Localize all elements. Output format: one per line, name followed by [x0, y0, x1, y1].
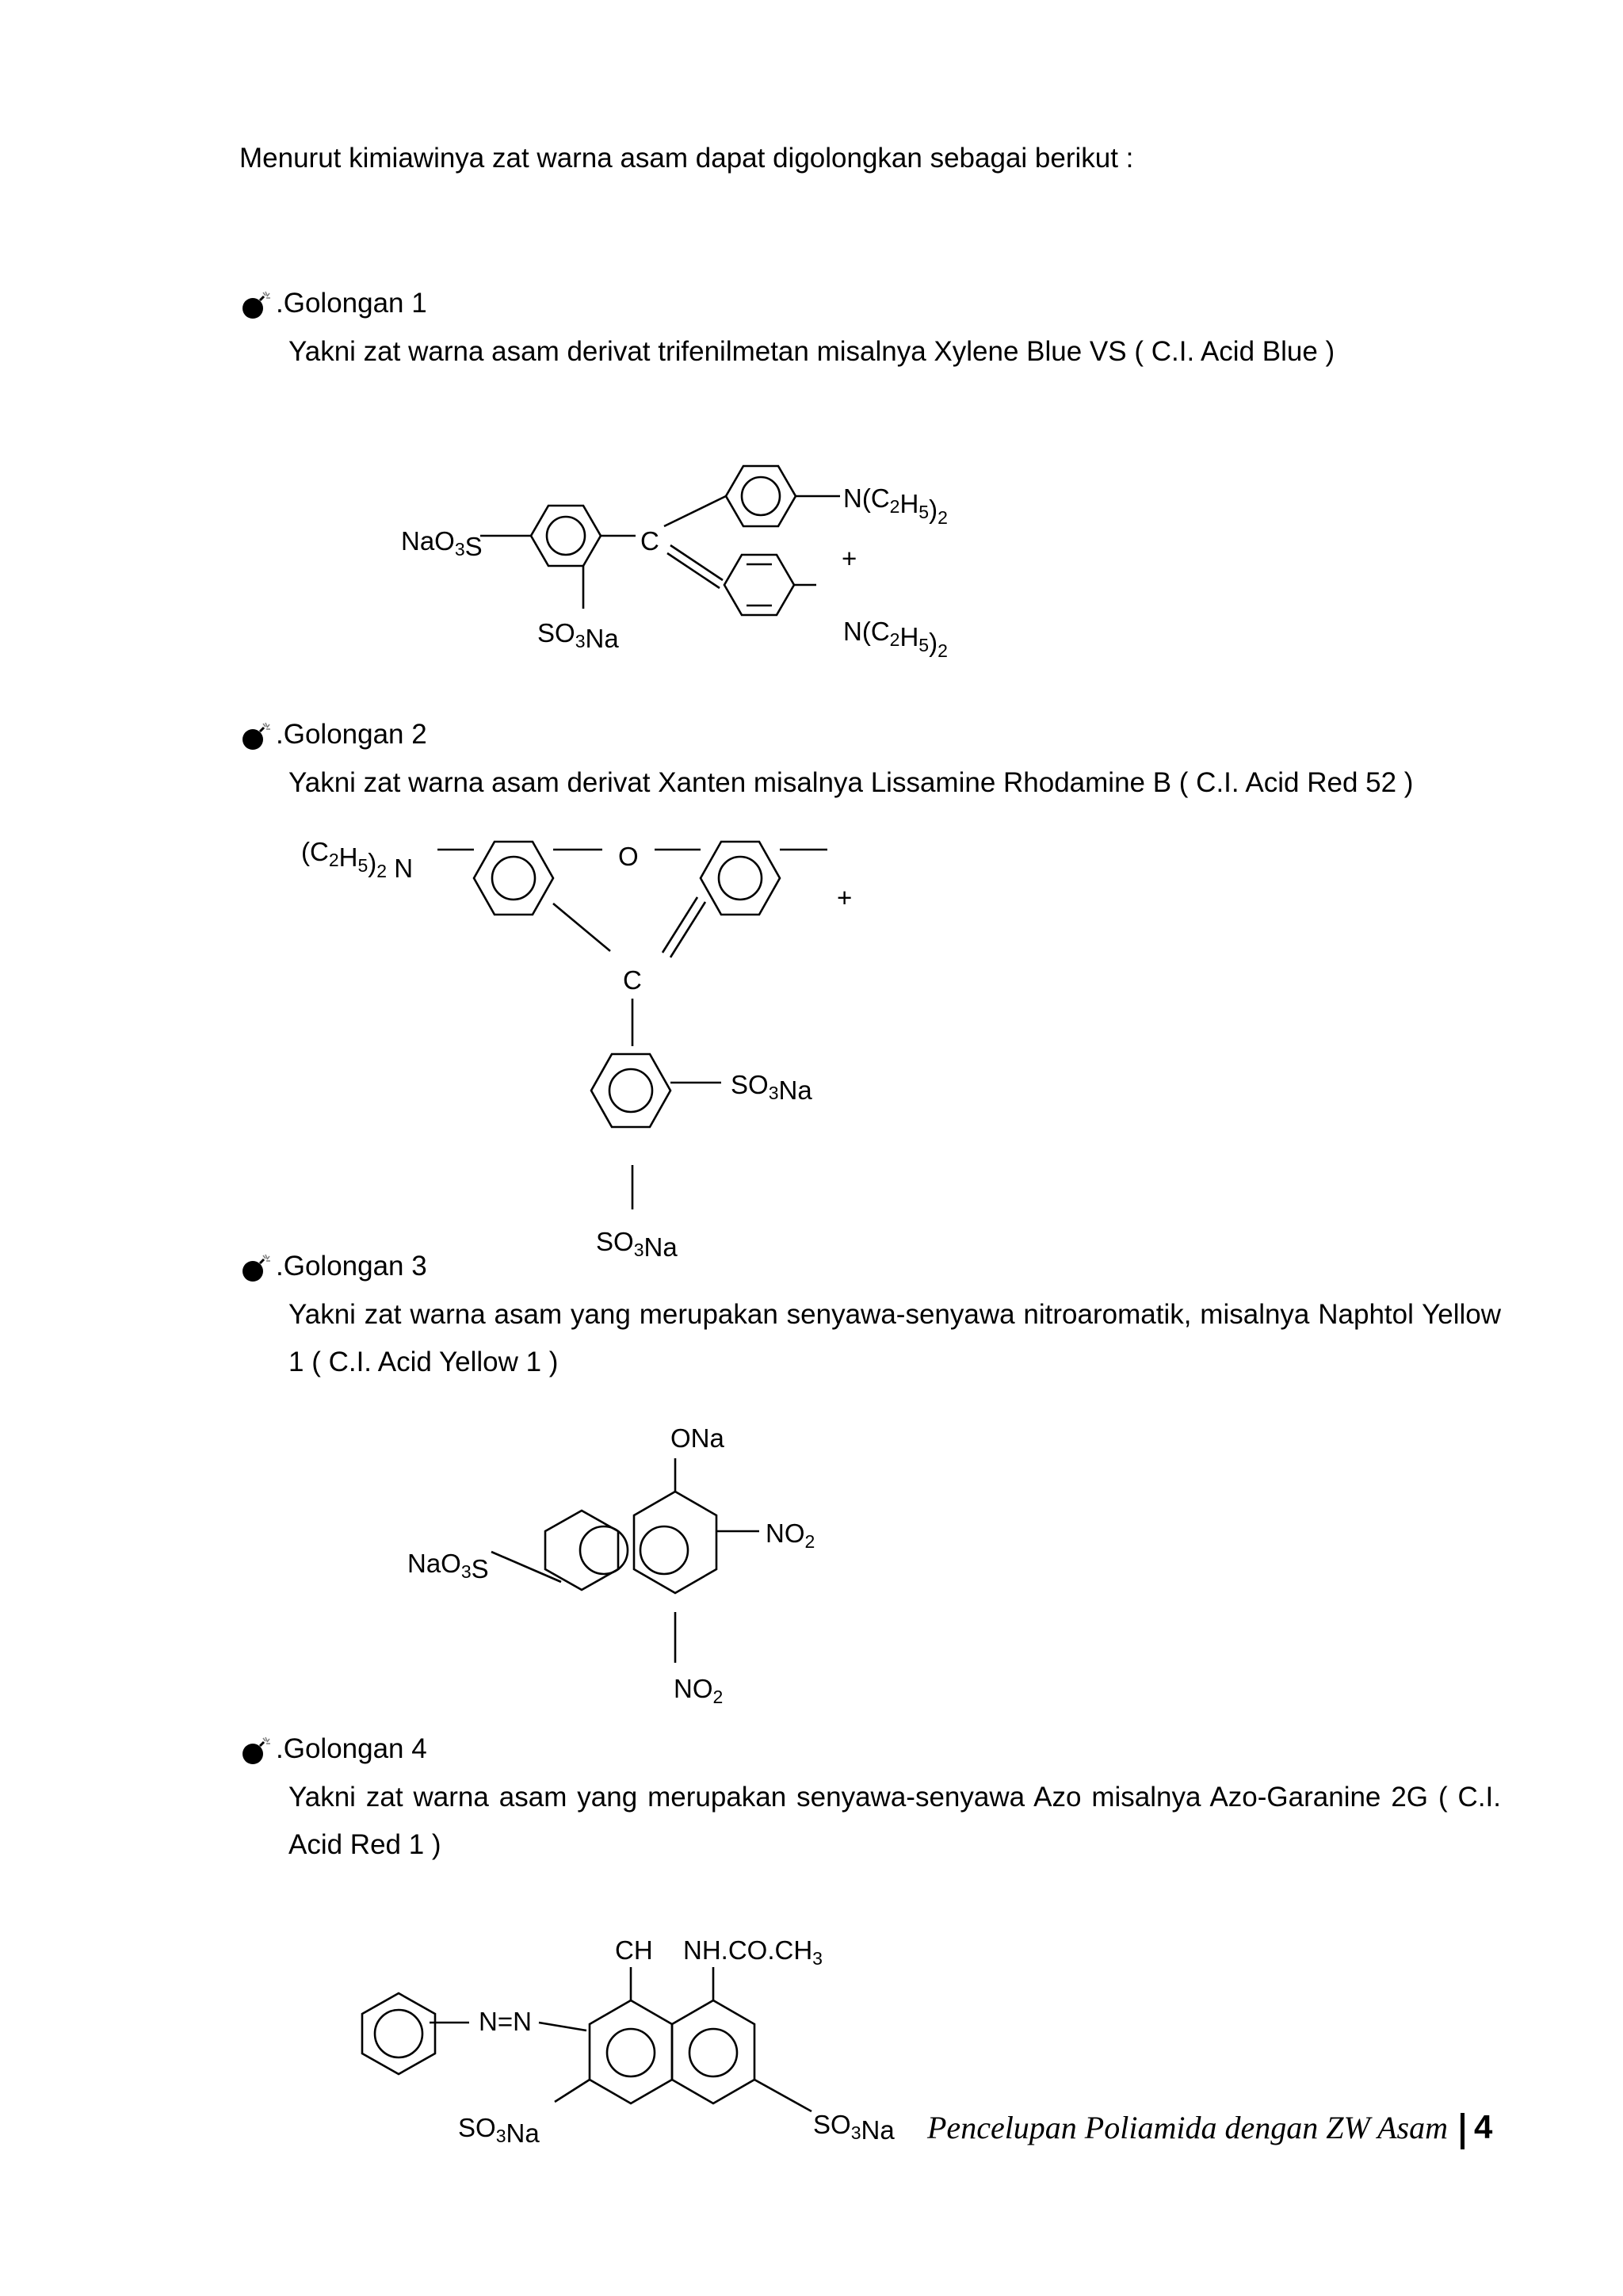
aromatic-circle-1b [742, 477, 780, 515]
benzene-ring-2b [701, 842, 780, 915]
structure-2-bonds [437, 842, 827, 1209]
benzene-ring-2c [591, 1054, 670, 1127]
aromatic-circle-2b [719, 857, 762, 900]
s4-bottom-right-substituent: $SO_3Na$ [813, 2110, 895, 2145]
s1-central-atom: C [640, 526, 659, 556]
structure-2-labels [301, 837, 852, 1262]
s2-left-substituent: $(C_2H_5)_2$ N [301, 837, 414, 883]
s2-charge: + [837, 883, 853, 912]
s4-top-right-substituent: $NH.CO.CH_3$ [683, 1935, 823, 1969]
naphthalene-ring-3b [634, 1492, 716, 1593]
benzene-ring-1b [726, 466, 796, 526]
group-1-description: Yakni zat warna asam derivat trifenilmetan misalnya Xylene Blue VS ( C.I. Acid Blue ) [288, 336, 1335, 367]
structure-1-bonds [480, 466, 840, 615]
aromatic-circle-4c [689, 2029, 737, 2076]
aromatic-circle-1a [547, 517, 585, 555]
structure-1-labels [401, 483, 948, 661]
group-3-heading-label: .Golongan 3 [276, 1251, 427, 1282]
group-3-description: Yakni zat warna asam yang merupakan senyawa-senyawa nitroaromatik, misalnya Naphtol Yellow 1 ( C.I. Acid Yellow 1 ) [288, 1299, 1501, 1377]
aromatic-circle-4b [607, 2029, 655, 2076]
group-2-description: Yakni zat warna asam derivat Xanten misalnya Lissamine Rhodamine B ( C.I. Acid Red 52 ) [288, 767, 1414, 798]
structure-3-labels [407, 1423, 815, 1707]
s3-left-substituent: NaO$_3$S [407, 1549, 489, 1584]
structure-3-bonds [491, 1458, 759, 1663]
s4-bottom-left-substituent: $SO_3Na$ [458, 2113, 540, 2148]
s3-right-substituent: $NO_2$ [766, 1519, 815, 1552]
s2-bottom-substituent: $SO_3Na$ [596, 1227, 678, 1262]
s4-azo-group: N=N [479, 2007, 532, 2036]
naphthalene-ring-3a [545, 1511, 618, 1590]
s3-bottom-substituent: $NO_2$ [674, 1674, 724, 1707]
naphthalene-ring-4c [672, 2000, 754, 2103]
structure-4-labels [458, 1935, 895, 2148]
aromatic-circle-2a [492, 857, 535, 900]
page-footer [927, 2108, 1498, 2149]
s1-top-substituent: $N(C_2H_5)_2$ [843, 483, 948, 528]
s1-bottom-substituent: $SO_3Na$ [537, 618, 619, 653]
s4-top-left-substituent: CH [615, 1935, 653, 1965]
s2-right-substituent: $SO_3Na$ [731, 1070, 812, 1105]
s1-left-substituent: NaO$_3$S [401, 526, 483, 561]
aromatic-circle-3b [640, 1526, 688, 1574]
benzene-ring-2a [474, 842, 553, 915]
aromatic-circle-2c [609, 1069, 652, 1112]
benzene-ring-4a [362, 1993, 435, 2074]
footer-divider [1461, 2113, 1465, 2149]
s1-bottom-right-substituent: $N(C_2H_5)_2$ [843, 617, 948, 661]
s1-charge: + [842, 544, 857, 573]
aromatic-circle-4a [375, 2010, 422, 2057]
page-number: 4 [1473, 2108, 1493, 2145]
s2-bridge-atom: O [618, 842, 639, 871]
group-1-heading-label: .Golongan 1 [276, 288, 427, 319]
group-4-description: Yakni zat warna asam yang merupakan senyawa-senyawa Azo misalnya Azo-Garanine 2G ( C.I. Acid Red 1 ) [288, 1782, 1501, 1860]
group-2-heading-label: .Golongan 2 [276, 719, 427, 750]
s2-central-atom: C [623, 965, 642, 995]
structure-4-bonds [362, 1967, 812, 2111]
footer-title: Pencelupan Poliamida dengan ZW Asam [927, 2110, 1448, 2145]
group-4-heading-label: .Golongan 4 [276, 1733, 427, 1764]
naphthalene-ring-4b [590, 2000, 672, 2103]
s3-top-substituent: ONa [670, 1423, 724, 1453]
intro-text: Menurut kimiawinya zat warna asam dapat digolongkan sebagai berikut : [239, 143, 1134, 174]
aromatic-circle-3a [580, 1526, 628, 1574]
benzene-ring-1a [531, 506, 601, 566]
